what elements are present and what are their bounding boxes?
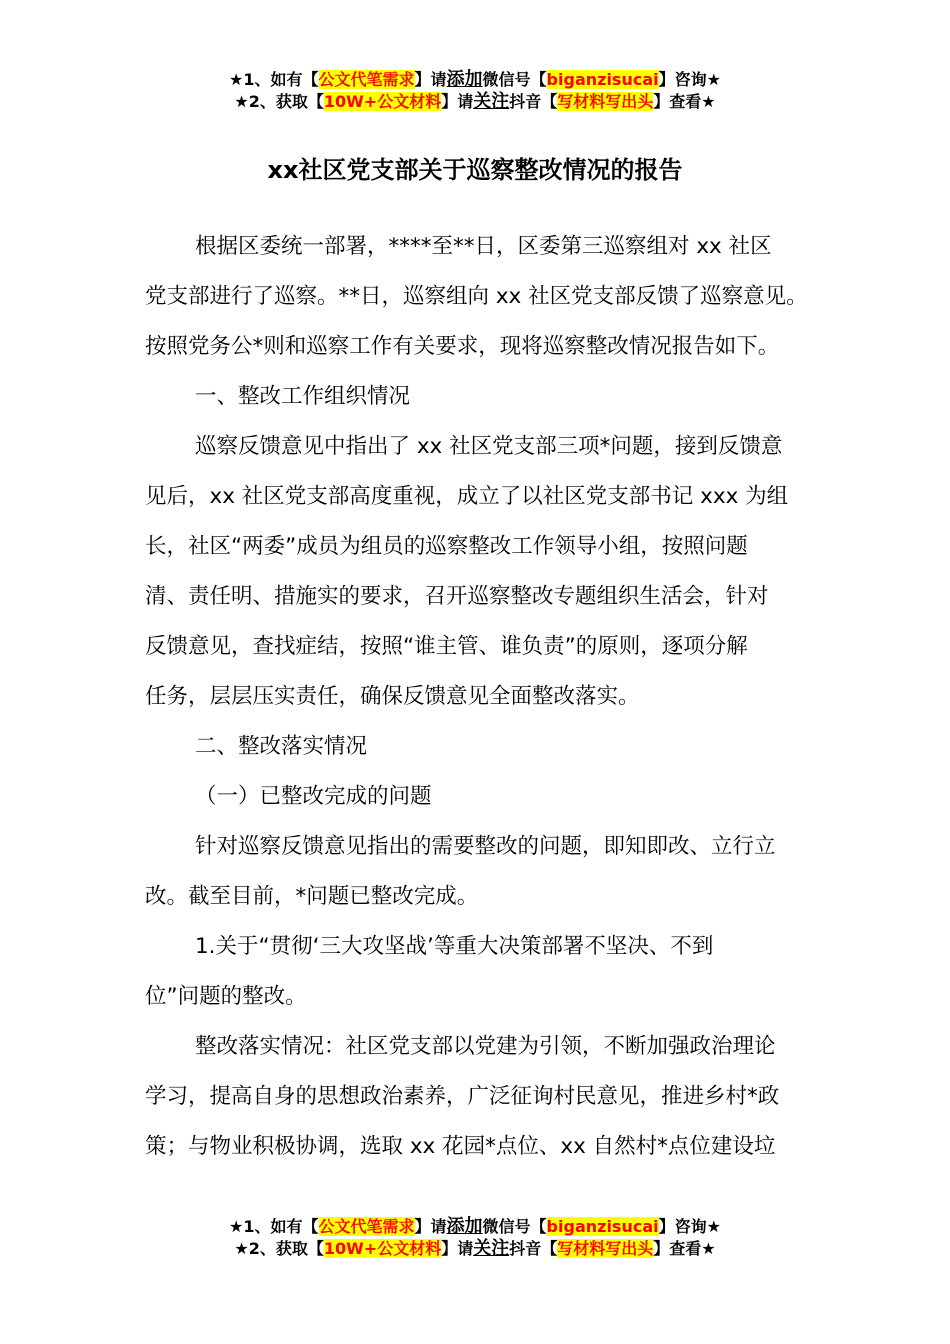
paragraph-line: 巡察反馈意见中指出了 xx 社区党支部三项*问题，接到反馈意 [195,434,783,459]
banner-line-2 [0,91,950,113]
banner-line-2 [0,1238,950,1260]
paragraph-line: 根据区委统一部署，****至**日，区委第三巡察组对 xx 社区 [195,234,772,259]
banner-underline: 关注 [473,91,510,112]
paragraph-line: 针对巡察反馈意见指出的需要整改的问题，即知即改、立行立 [195,834,776,859]
paragraph-line: 改。截至目前，*问题已整改完成。 [145,884,479,909]
banner-text: 微信号【 [482,70,547,89]
subsection-heading: （一）已整改完成的问题 [195,784,432,809]
item-heading: 1.关于“贯彻‘三大攻坚战’等重大决策部署不坚决、不到 [195,934,714,959]
banner-underline: 添加 [446,69,483,90]
item-heading: 位”问题的整改。 [145,984,307,1009]
banner-highlight: 公文代笔需求 [318,70,415,89]
paragraph-line: 按照党务公*则和巡察工作有关要求，现将巡察整改情况报告如下。 [145,334,780,359]
banner-highlight: 写材料写出头 [557,1239,654,1258]
paragraph-line: 长，社区“两委”成员为组员的巡察整改工作领导小组，按照问题 [145,534,748,559]
banner-highlight: 10W+公文材料 [323,1239,442,1258]
banner-highlight: biganzisucai [546,1217,659,1236]
banner-text: ★1、如有【 [229,1217,319,1236]
banner-underline: 添加 [446,1216,483,1237]
banner-underline: 关注 [473,1238,510,1259]
banner-highlight: 写材料写出头 [557,92,654,111]
document-body [145,222,825,1172]
header-banner [0,69,950,113]
banner-text: 微信号【 [482,1217,547,1236]
footer-banner [0,1216,950,1260]
paragraph-line: 党支部进行了巡察。**日，巡察组向 xx 社区党支部反馈了巡察意见。 [145,284,808,309]
banner-text: 】咨询★ [658,1217,721,1236]
banner-text: ★1、如有【 [229,70,319,89]
banner-highlight: 10W+公文材料 [323,92,442,111]
banner-text: 】请 [441,1239,474,1258]
banner-text: 】请 [414,70,447,89]
banner-text: 抖音【 [509,1239,558,1258]
banner-text: 抖音【 [509,92,558,111]
paragraph-line: 任务，层层压实责任，确保反馈意见全面整改落实。 [145,684,640,709]
banner-text: 】咨询★ [658,70,721,89]
banner-text: 】查看★ [653,1239,716,1258]
banner-highlight: 公文代笔需求 [318,1217,415,1236]
paragraph-line: 反馈意见，查找症结，按照“谁主管、谁负责”的原则，逐项分解 [145,634,748,659]
banner-text: 】查看★ [653,92,716,111]
banner-text: 】请 [441,92,474,111]
banner-line-1 [0,1216,950,1238]
paragraph-line: 整改落实情况：社区党支部以党建为引领，不断加强政治理论 [195,1034,776,1059]
banner-highlight: biganzisucai [546,70,659,89]
section-heading: 一、整改工作组织情况 [195,384,411,409]
paragraph-line: 策；与物业积极协调，选取 xx 花园*点位、xx 自然村*点位建设垃 [145,1134,776,1159]
paragraph-line: 见后，xx 社区党支部高度重视，成立了以社区党支部书记 xxx 为组 [145,484,789,509]
paragraph-line: 清、责任明、措施实的要求，召开巡察整改专题组织生活会，针对 [145,584,769,609]
section-heading: 二、整改落实情况 [195,734,368,759]
banner-text: 】请 [414,1217,447,1236]
banner-text: ★2、获取【 [234,92,324,111]
document-title: xx社区党支部关于巡察整改情况的报告 [267,156,683,184]
paragraph-line: 学习，提高自身的思想政治素养，广泛征询村民意见，推进乡村*政 [145,1084,780,1109]
banner-line-1 [0,69,950,91]
banner-text: ★2、获取【 [234,1239,324,1258]
